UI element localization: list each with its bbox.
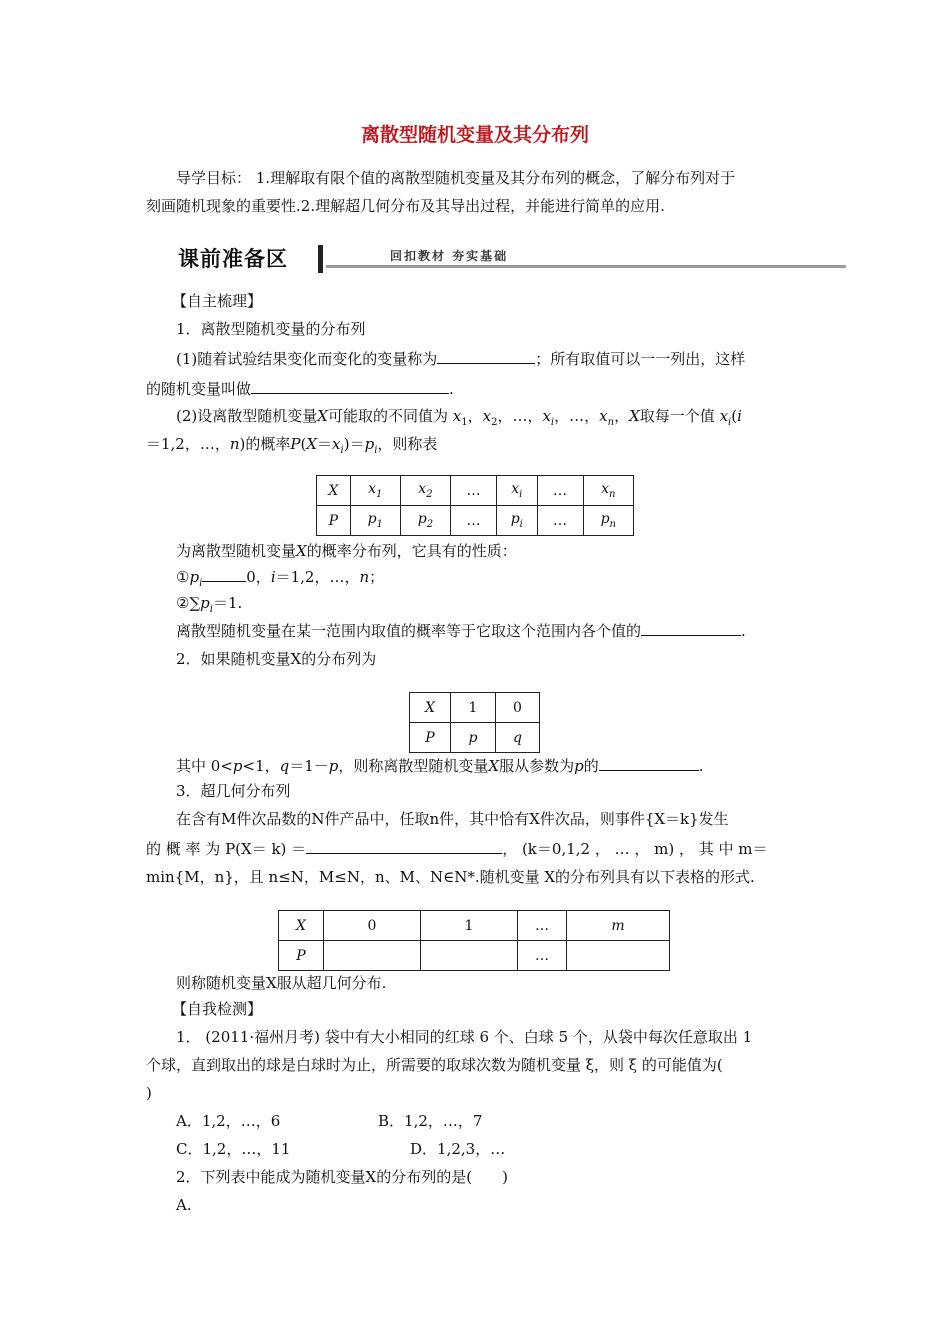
t1-cell: $x_n$ (583, 476, 633, 506)
q1-option-c: C．1,2，…，11 (176, 1140, 291, 1158)
t1-cell: $p_1$ (350, 506, 400, 536)
s1-range-line: 离散型随机变量在某一范围内取值的概率等于它取这个范围内各个值的 . (176, 622, 746, 640)
distribution-table-1 (316, 475, 634, 536)
q2-line-1: 2．下列表中能成为随机变量X的分布列的是( ) (176, 1168, 508, 1186)
t3-cell: m (567, 911, 670, 941)
s1-p2-line1: (2)设离散型随机变量X可能取的不同值为 $x_1$，$x_2$，…，$x_i$，…，$x_n$，X取每一个值 $x_i(i$ (176, 407, 742, 428)
t3-cell (324, 941, 421, 971)
t3-cell: 0 (324, 911, 421, 941)
banner-tag: 课前准备区 (178, 247, 288, 271)
t3-cell: … (518, 941, 567, 971)
s1-property-1: $①p_i$ 0，i＝1,2，…，n； (176, 568, 385, 589)
t3-cell: 1 (421, 911, 518, 941)
s1-p1-line2: 的随机变量叫做 . (146, 380, 454, 398)
distribution-table-3 (278, 910, 670, 971)
t1-cell: $p_2$ (400, 506, 450, 536)
t1-header-x: X (317, 476, 351, 506)
goal-line-1: 导学目标： 1.理解取有限个值的离散型随机变量及其分布列的概念，了解分布列对于 (176, 169, 736, 187)
q1-line-3: ) (146, 1084, 152, 1102)
s1-p1-line1: (1)随着试验结果变化而变化的变量称为 ；所有取值可以一一列出，这样 (176, 350, 746, 368)
t2-cell: p (451, 723, 496, 753)
s2-text: 其中 0<p<1，q＝1－p，则称离散型随机变量X服从参数为p的 . (176, 757, 704, 775)
t1-cell: … (537, 506, 583, 536)
s1-after-table: 为离散型随机变量X的概率分布列，它具有的性质： (176, 542, 517, 560)
q1-line-1: 1． (2011·福州月考) 袋中有大小相同的红球 6 个、白球 5 个，从袋中每次任意取出 1 (176, 1028, 753, 1046)
distribution-table-2 (409, 692, 540, 753)
q1-option-b: B．1,2，…，7 (378, 1112, 483, 1130)
t3-header-x: X (279, 911, 324, 941)
s1-p2-line2: ＝1,2，…，n)的概率$P(X=x_i)=p_i$，则称表 (146, 435, 438, 456)
q1-option-d: D．1,2,3，… (410, 1140, 506, 1158)
section3-title: 3．超几何分布列 (176, 782, 291, 800)
section1-title: 1．离散型随机变量的分布列 (176, 320, 366, 338)
t1-cell: … (451, 506, 497, 536)
t1-cell: $x_1$ (350, 476, 400, 506)
t1-cell: $p_i$ (497, 506, 537, 536)
t2-header-x: X (410, 693, 451, 723)
check-heading: 【自我检测】 (172, 1000, 263, 1018)
section-banner (178, 243, 848, 275)
q1-line-2: 个球，直到取出的球是白球时为止，所需要的取球次数为随机变量 ξ，则 ξ 的可能值为( (146, 1056, 723, 1074)
page-title: 离散型随机变量及其分布列 (360, 124, 589, 146)
s3-after-table: 则称随机变量X服从超几何分布. (176, 974, 387, 992)
t3-cell (567, 941, 670, 971)
t3-cell (421, 941, 518, 971)
banner-bar (318, 245, 323, 273)
t1-cell: $x_2$ (400, 476, 450, 506)
t1-header-p: P (317, 506, 351, 536)
t3-cell: … (518, 911, 567, 941)
t1-cell: $x_i$ (497, 476, 537, 506)
s3-line-1: 在含有M件次品数的N件产品中，任取n件，其中恰有X件次品，则事件{X＝k}发生 (176, 810, 729, 828)
t2-cell: 0 (496, 693, 540, 723)
t1-cell: … (537, 476, 583, 506)
s3-line-2: 的 概 率 为 P(X＝ k) ＝ ， (k＝0,1,2 ， … ， m) ， 其 中 m＝ (146, 840, 768, 858)
t2-cell: 1 (451, 693, 496, 723)
banner-rule (326, 265, 846, 268)
s1-property-2: $②\sum p_i=1$. (176, 594, 243, 615)
t2-header-p: P (410, 723, 451, 753)
t1-cell: … (451, 476, 497, 506)
t2-cell: q (496, 723, 540, 753)
section2-title: 2．如果随机变量X的分布列为 (176, 650, 377, 668)
goal-line-2: 刻画随机现象的重要性.2.理解超几何分布及其导出过程，并能进行简单的应用. (146, 197, 665, 215)
t3-header-p: P (279, 941, 324, 971)
review-heading: 【自主梳理】 (172, 292, 263, 310)
q2-option-a: A. (176, 1196, 192, 1214)
s3-line-3: min{M，n}，且 n≤N，M≤N，n、M、N∈N*.随机变量 X的分布列具有以下表格的形式. (146, 868, 755, 886)
q1-option-a: A．1,2，…，6 (176, 1112, 281, 1130)
banner-subtitle: 回扣教材 夯实基础 (390, 249, 509, 263)
t1-cell: $p_n$ (583, 506, 633, 536)
